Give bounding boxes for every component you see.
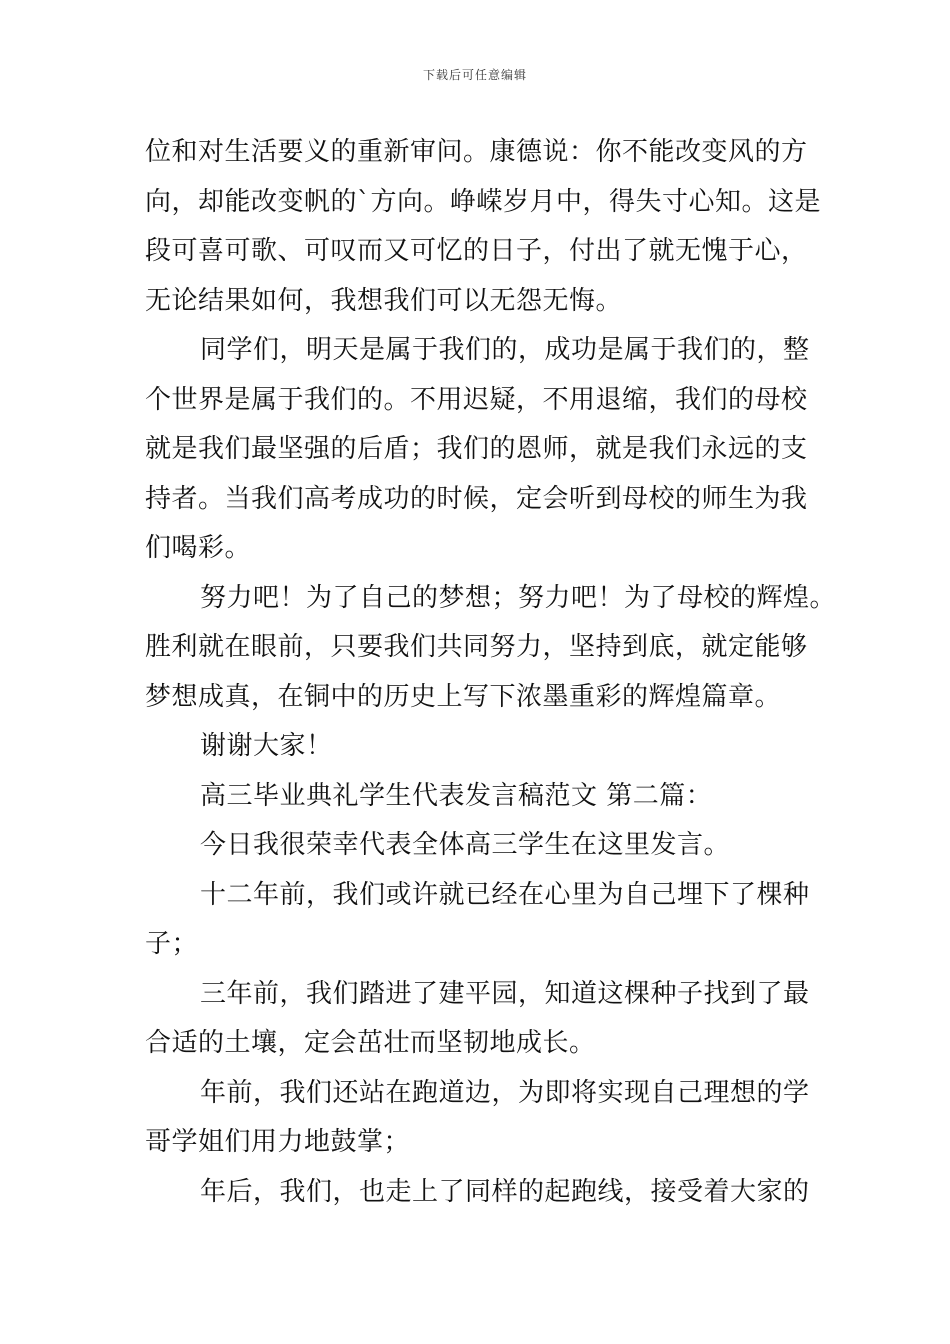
paragraph-first-line: 努力吧！为了自己的梦想；努力吧！为了母校的辉煌。	[200, 582, 837, 613]
paragraph-first-line: 同学们，明天是属于我们的，成功是属于我们的，整	[200, 335, 810, 365]
paragraph-first-line: 今日我很荣幸代表全体高三学生在这里发言。	[200, 830, 731, 860]
paragraph-first-line: 十二年前，我们或许就已经在心里为自己埋下了棵种	[200, 879, 810, 910]
text-line: 向，却能改变帆的`方向。峥嵘岁月中，得失寸心知。这是	[145, 186, 822, 217]
paragraph-first-line: 谢谢大家！	[200, 731, 333, 761]
text-line: 哥学姐们用力地鼓掌；	[145, 1127, 411, 1157]
document-body	[145, 128, 837, 1217]
section-title: 高三毕业典礼学生代表发言稿范文 第二篇：	[200, 780, 713, 811]
page-header: 下载后可任意编辑	[422, 68, 527, 82]
text-line: 子；	[145, 929, 199, 959]
text-line: 无论结果如何，我想我们可以无怨无悔。	[145, 285, 623, 316]
text-line: 段可喜可歌、可叹而又可忆的日子，付出了就无愧于心，	[145, 236, 808, 266]
paragraph-first-line: 年前，我们还站在跑道边，为即将实现自己理想的学	[200, 1077, 810, 1108]
text-line: 个世界是属于我们的。不用迟疑，不用退缩，我们的母校	[145, 384, 808, 415]
text-line: 合适的土壤，定会茁壮而坚韧地成长。	[145, 1028, 596, 1058]
text-line: 就是我们最坚强的后盾；我们的恩师，就是我们永远的支	[145, 434, 808, 464]
text-line: 们喝彩。	[145, 533, 252, 563]
text-line: 梦想成真，在铜中的历史上写下浓墨重彩的辉煌篇章。	[145, 681, 782, 712]
text-line: 持者。当我们高考成功的时候，定会听到母校的师生为我	[145, 483, 808, 514]
text-line: 位和对生活要义的重新审问。康德说：你不能改变风的方	[145, 137, 808, 167]
text-line: 胜利就在眼前，只要我们共同努力，坚持到底，就定能够	[145, 632, 808, 662]
paragraph-first-line: 年后，我们，也走上了同样的起跑线，接受着大家的	[200, 1176, 810, 1207]
paragraph-first-line: 三年前，我们踏进了建平园，知道这棵种子找到了最	[200, 978, 810, 1009]
